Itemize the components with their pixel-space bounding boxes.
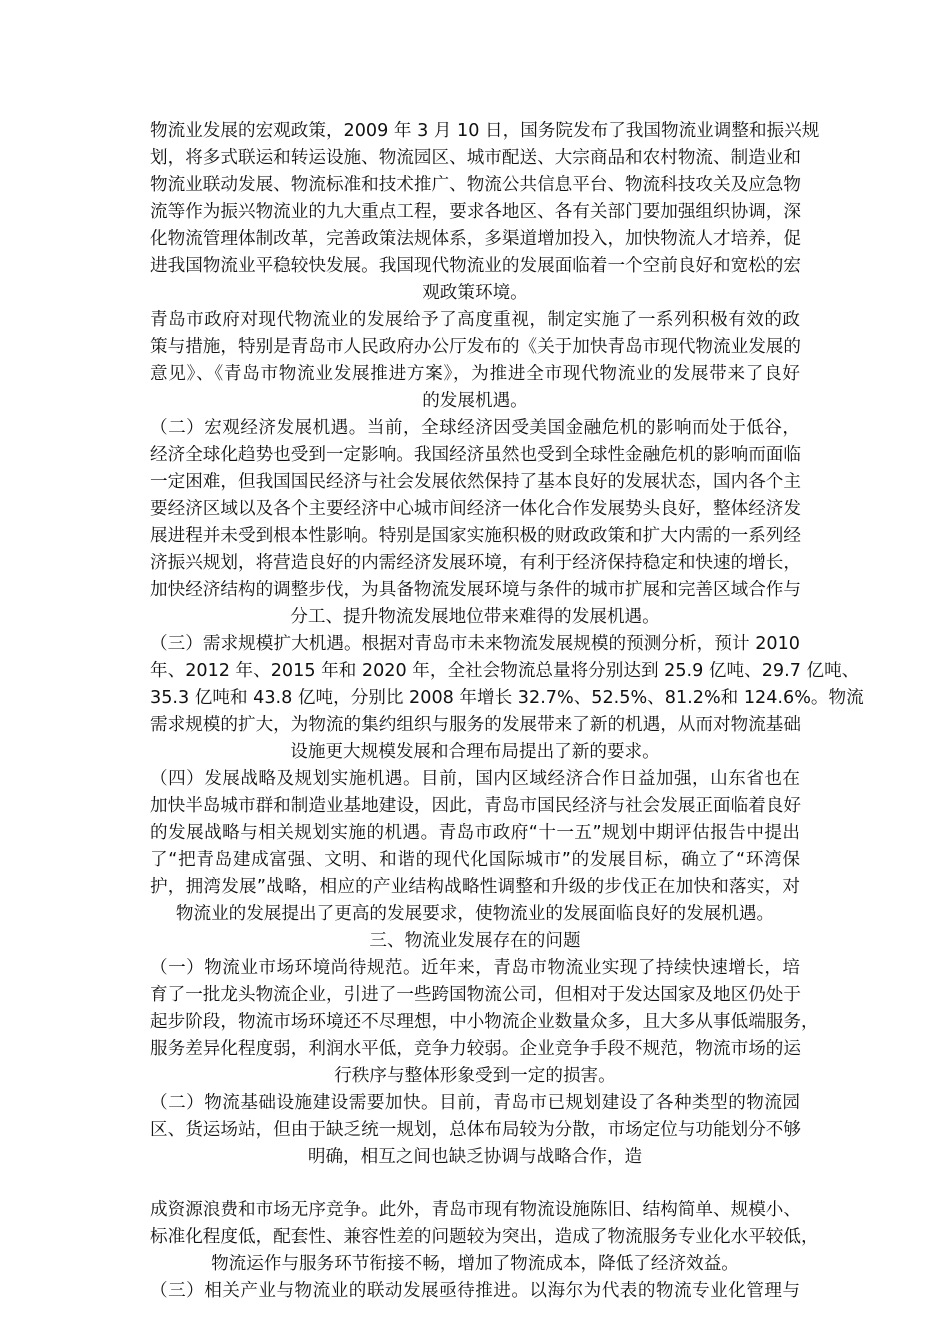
text-line: 成资源浪费和市场无序竞争。此外，青岛市现有物流设施陈旧、结构简单、规模小、 <box>150 1200 801 1220</box>
text-line: 明确，相互之间也缺乏协调与战略合作，造 <box>307 1147 643 1167</box>
text-line: 加快经济结构的调整步伐，为具备物流发展环境与条件的城市扩展和完善区域合作与 <box>150 580 801 600</box>
text-block-lower <box>150 1197 819 1305</box>
text-line: 要经济区域以及各个主要经济中心城市间经济一体化合作发展势头良好，整体经济发 <box>150 499 801 519</box>
text-line: 进我国物流业平稳较快发展。我国现代物流业的发展面临着一个空前良好和宽松的宏 <box>150 256 801 276</box>
text-line: 划，将多式联运和转运设施、物流园区、城市配送、大宗商品和农村物流、制造业和 <box>150 148 801 168</box>
text-line: 育了一批龙头物流企业，引进了一些跨国物流公司，但相对于发达国家及地区仍处于 <box>150 985 801 1005</box>
text-line: 物流业联动发展、物流标准和技术推广、物流公共信息平台、物流科技攻关及应急物 <box>150 175 801 195</box>
text-line: 加快半岛城市群和制造业基地建设，因此，青岛市国民经济与社会发展正面临着良好 <box>150 796 801 816</box>
text-line: 服务差异化程度弱，利润水平低，竞争力较弱。企业竞争手段不规范，物流市场的运 <box>150 1039 801 1059</box>
text-line: 标准化程度低，配套性、兼容性差的问题较为突出，造成了物流服务专业化水平较低， <box>150 1227 819 1247</box>
text-line: 物流业的发展提出了更高的发展要求，使物流业的发展面临良好的发展机遇。 <box>175 904 775 924</box>
text-line: 年、2012 年、2015 年和 2020 年，全社会物流总量将分别达到 25.9 亿吨、29.7 亿吨、 <box>150 661 860 681</box>
section-heading: 三、物流业发展存在的问题 <box>369 931 581 951</box>
text-line: 35.3 亿吨和 43.8 亿吨，分别比 2008 年增长 32.7%、52.5%、81.2%和 124.6%。物流 <box>150 688 864 708</box>
document-page <box>150 118 864 1305</box>
text-line: 设施更大规模发展和合理布局提出了新的要求。 <box>290 742 660 762</box>
text-line: 策与措施，特别是青岛市人民政府办公厅发布的《关于加快青岛市现代物流业发展的 <box>150 337 801 357</box>
text-line: 经济全球化趋势也受到一定影响。我国经济虽然也受到全球性金融危机的影响而面临 <box>150 445 801 465</box>
text-line: 物流运作与服务环节衔接不畅，增加了物流成本，降低了经济效益。 <box>211 1254 739 1274</box>
text-line: 一定困难，但我国国民经济与社会发展依然保持了基本良好的发展状态，国内各个主 <box>150 472 801 492</box>
text-line: （四）发展战略及规划实施机遇。目前，国内区域经济合作日益加强，山东省也在 <box>150 769 800 789</box>
text-line: 行秩序与整体形象受到一定的损害。 <box>334 1066 616 1086</box>
text-line: 区、货运场站，但由于缺乏统一规划，总体布局较为分散，市场定位与功能划分不够 <box>150 1120 801 1140</box>
text-line: （三）需求规模扩大机遇。根据对青岛市未来物流发展规模的预测分析，预计 2010 <box>150 634 800 654</box>
text-line: 起步阶段，物流市场环境还不尽理想，中小物流企业数量众多，且大多从事低端服务， <box>150 1012 819 1032</box>
text-block-upper <box>150 118 864 1171</box>
text-line: 济振兴规划，将营造良好的内需经济发展环境，有利于经济保持稳定和快速的增长， <box>150 553 801 573</box>
text-line: 了“把青岛建成富强、文明、和谐的现代化国际城市”的发展目标，确立了“环湾保 <box>150 850 800 870</box>
text-line: 分工、提升物流发展地位带来难得的发展机遇。 <box>290 607 660 627</box>
text-line: 观政策环境。 <box>422 283 528 303</box>
text-line: 流等作为振兴物流业的九大重点工程，要求各地区、各有关部门要加强组织协调，深 <box>150 202 801 222</box>
text-line: 需求规模的扩大，为物流的集约组织与服务的发展带来了新的机遇，从而对物流基础 <box>150 715 801 735</box>
text-line: （二）宏观经济发展机遇。当前，全球经济因受美国金融危机的影响而处于低谷， <box>150 418 800 438</box>
block-spacer <box>150 1171 800 1197</box>
text-line: 护，拥湾发展”战略，相应的产业结构战略性调整和升级的步伐正在加快和落实，对 <box>150 877 800 897</box>
text-line: 物流业发展的宏观政策，2009 年 3 月 10 日，国务院发布了我国物流业调整和振兴规 <box>150 121 820 141</box>
text-line: 的发展机遇。 <box>422 391 528 411</box>
text-line: 意见》、《青岛市物流业发展推进方案》，为推进全市现代物流业的发展带来了良好 <box>150 364 800 384</box>
text-line: 的发展战略与相关规划实施的机遇。青岛市政府“十一五”规划中期评估报告中提出 <box>150 823 800 843</box>
text-line: （一）物流业市场环境尚待规范。近年来，青岛市物流业实现了持续快速增长，培 <box>150 958 800 978</box>
text-line: 展进程并未受到根本性影响。特别是国家实施积极的财政政策和扩大内需的一系列经 <box>150 526 801 546</box>
text-line: 化物流管理体制改革，完善政策法规体系，多渠道增加投入，加快物流人才培养，促 <box>150 229 801 249</box>
text-line: （三）相关产业与物流业的联动发展亟待推进。以海尔为代表的物流专业化管理与 <box>150 1281 800 1301</box>
text-line: （二）物流基础设施建设需要加快。目前，青岛市已规划建设了各种类型的物流园 <box>150 1093 800 1113</box>
text-line: 青岛市政府对现代物流业的发展给予了高度重视，制定实施了一系列积极有效的政 <box>150 310 800 330</box>
